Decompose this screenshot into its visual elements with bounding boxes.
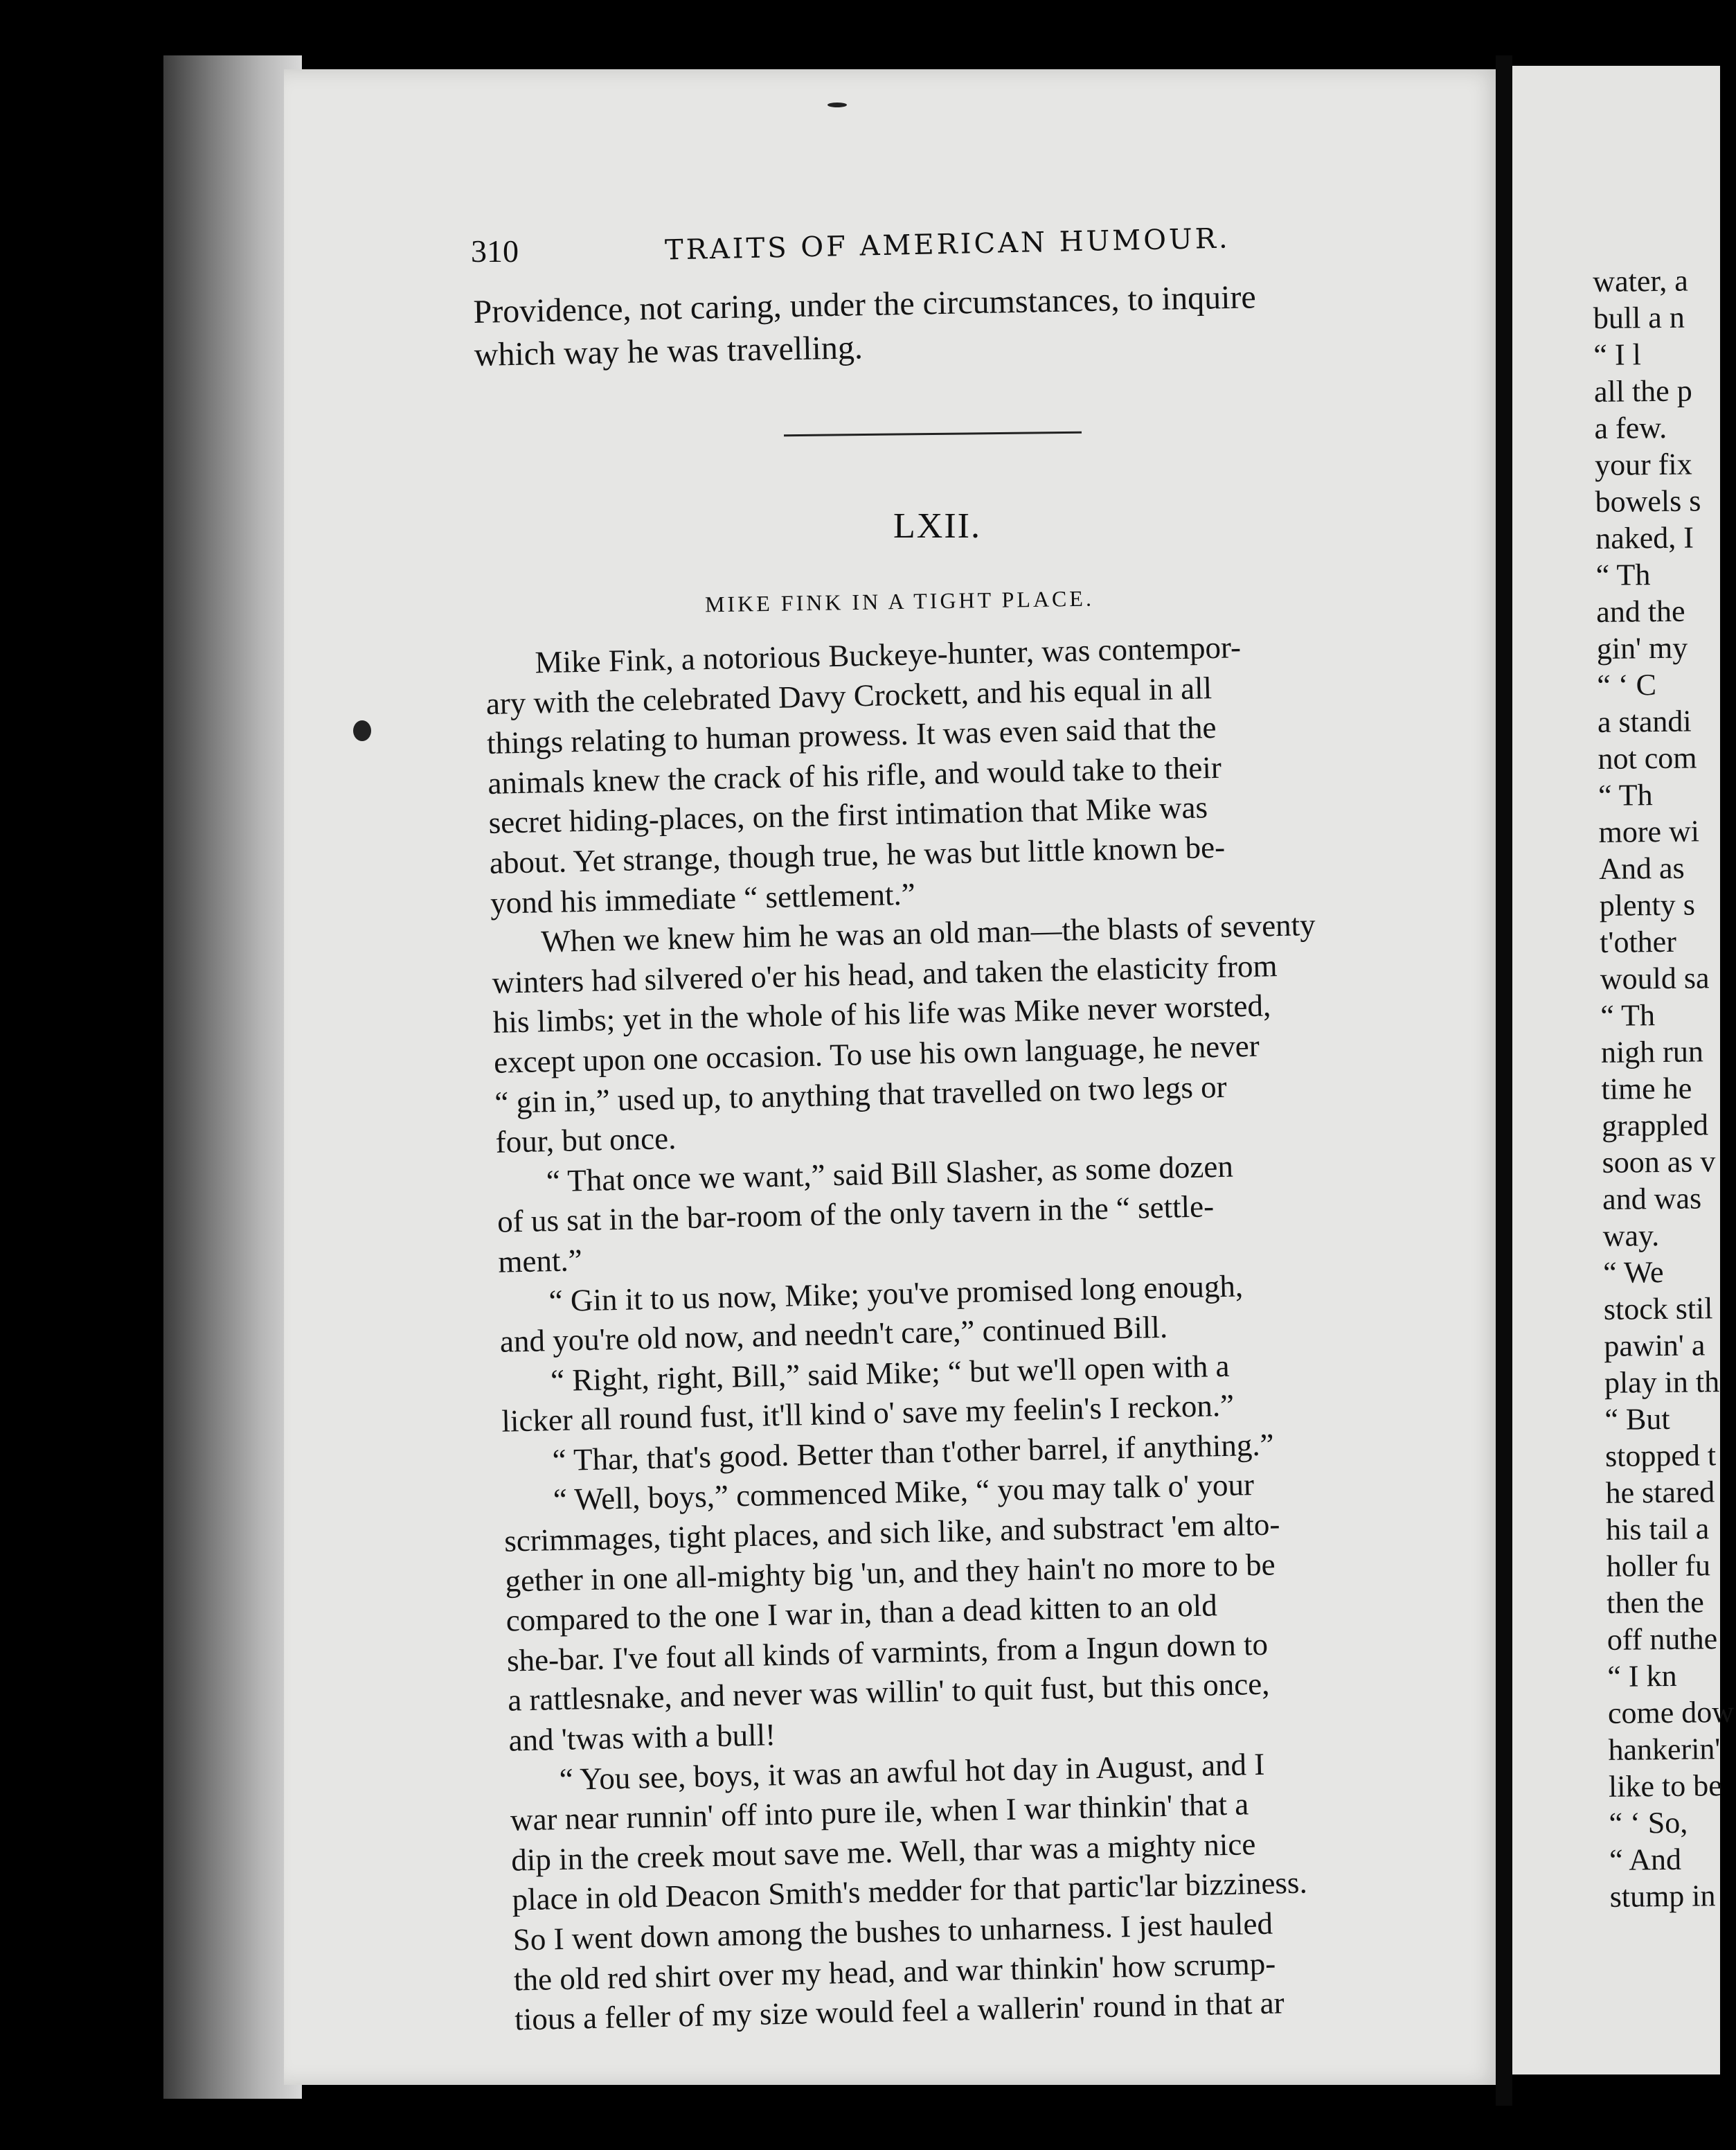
text-line: “ But <box>1604 1401 1670 1437</box>
ink-speck <box>827 103 847 107</box>
text-line: and you're old now, and needn't care,” continued Bill. <box>499 1309 1168 1359</box>
text-line: And as <box>1598 851 1685 886</box>
text-line: more wi <box>1598 814 1700 849</box>
text-line: bowels s <box>1595 483 1701 519</box>
ink-speck <box>353 720 371 741</box>
text-line: “ Right, right, Bill,” said Mike; “ but we'll open with a <box>550 1348 1230 1398</box>
page-number: 310 <box>471 233 519 269</box>
text-line: “ That once we want,” said Bill Slasher, as some dozen <box>546 1148 1234 1198</box>
text-line: except upon one occasion. To use his own language, he never <box>493 1028 1260 1080</box>
text-line: winters had silvered o'er his head, and taken the elasticity from <box>492 948 1278 1000</box>
text-line: “ Th <box>1598 778 1653 812</box>
chapter-body <box>485 623 1471 2040</box>
text-line: four, but once. <box>495 1121 677 1160</box>
text-line: of us sat in the bar-room of the only tavern in the “ settle- <box>496 1189 1215 1240</box>
text-line: like to be <box>1608 1768 1723 1804</box>
text-line: When we knew him he was an old man—the blasts of seventy <box>540 907 1316 959</box>
text-line: t'other <box>1600 924 1677 959</box>
text-line: “ And <box>1609 1842 1682 1877</box>
text-line: grappled <box>1601 1108 1709 1143</box>
text-line: “ Th <box>1595 558 1651 592</box>
text-line: the old red shirt over my head, and war thinkin' how scrump- <box>513 1946 1276 1998</box>
book-gutter <box>1496 55 1512 2106</box>
text-line: ment.” <box>497 1243 583 1279</box>
opening-paragraph <box>473 273 1395 377</box>
text-line: hankerin' <box>1608 1732 1721 1767</box>
text-line: his tail a <box>1605 1511 1710 1547</box>
text-line: water, a <box>1593 263 1689 299</box>
text-line: place in old Deacon Smith's medder for that partic'lar bizziness. <box>512 1865 1308 1917</box>
text-line: Providence, not caring, under the circumstances, to inquire <box>473 278 1257 330</box>
text-line: tious a feller of my size would feel a wallerin' round in that ar <box>514 1985 1285 2037</box>
text-line: scrimmages, tight places, and sich like, and substract 'em alto- <box>503 1507 1280 1558</box>
text-line: stock stil <box>1603 1291 1713 1326</box>
text-line: would sa <box>1600 961 1710 996</box>
page-edge-stack <box>163 55 302 2099</box>
text-line: ary with the celebrated Davy Crockett, and his equal in all <box>485 670 1212 721</box>
text-line: licker all round fust, it'll kind o' save my feelin's I reckon.” <box>501 1387 1235 1439</box>
text-line: “ We <box>1603 1255 1664 1290</box>
text-line: off nuthe <box>1607 1622 1718 1657</box>
chapter-title: MIKE FINK IN A TIGHT PLACE. <box>704 585 1095 617</box>
text-line: “ I kn <box>1607 1658 1677 1694</box>
text-line: “ I l <box>1593 337 1642 372</box>
text-line: gether in one all-mighty big 'un, and they hain't no more to be <box>504 1547 1276 1599</box>
text-line: compared to the one I war in, than a dead kitten to an old <box>505 1588 1218 1638</box>
text-line: play in th <box>1604 1365 1720 1400</box>
text-line: naked, I <box>1595 520 1694 556</box>
text-line: your fix <box>1594 447 1692 482</box>
text-line: So I went down among the bushes to unharness. I jest hauled <box>512 1905 1273 1957</box>
text-line: gin' my <box>1596 630 1688 666</box>
text-line: a few. <box>1594 410 1667 445</box>
text-line: “ ‘ So, <box>1609 1805 1688 1840</box>
text-line: which way he was travelling. <box>474 329 863 373</box>
text-line: “ gin in,” used up, to anything that travelled on two legs or <box>494 1069 1228 1120</box>
text-line: and was <box>1602 1181 1702 1216</box>
running-head: TRAITS OF AMERICAN HUMOUR. <box>664 222 1231 267</box>
text-line: “ Gin it to us now, Mike; you've promised long enough, <box>548 1268 1244 1318</box>
text-line: his limbs; yet in the whole of his life was Mike never worsted, <box>492 988 1271 1040</box>
text-line: “ You see, boys, it was an awful hot day in August, and I <box>559 1746 1265 1797</box>
text-line: he stared <box>1605 1475 1715 1510</box>
text-line: nigh run <box>1600 1034 1704 1069</box>
text-line: “ Well, boys,” commenced Mike, “ you may talk o' your <box>553 1467 1255 1518</box>
text-line: come dow <box>1607 1694 1735 1730</box>
text-line: Mike Fink, a notorious Buckeye-hunter, was contempor- <box>535 630 1242 680</box>
text-line: plenty s <box>1599 887 1696 923</box>
text-line: pawin' a <box>1604 1328 1706 1363</box>
text-line: a standi <box>1597 704 1692 739</box>
text-line: not com <box>1598 740 1697 776</box>
text-line: about. Yet strange, though true, he was but little known be- <box>489 829 1226 880</box>
text-line: things relating to human prowess. It was even said that the <box>486 710 1217 761</box>
text-line: way. <box>1602 1218 1660 1253</box>
text-line: and the <box>1596 594 1685 629</box>
text-line: dip in the creek mout save me. Well, thar was a mighty nice <box>510 1826 1256 1878</box>
text-line: “ Thar, that's good. Better than t'other barrel, if anything.” <box>552 1427 1275 1478</box>
text-line: time he <box>1601 1071 1692 1106</box>
text-line: “ ‘ C <box>1597 668 1657 702</box>
chapter-number: LXII. <box>893 506 981 546</box>
text-line: stopped t <box>1604 1438 1717 1473</box>
text-line: secret hiding-places, on the first intimation that Mike was <box>488 790 1208 841</box>
text-line: war near runnin' off into pure ile, when I war thinkin' that a <box>510 1786 1249 1838</box>
text-line: yond his immediate “ settlement.” <box>490 876 916 921</box>
text-line: then the <box>1607 1585 1705 1620</box>
text-line: all the p <box>1593 373 1692 409</box>
text-line: holler fu <box>1606 1548 1711 1583</box>
text-line: stump in <box>1609 1878 1716 1914</box>
text-line: bull a n <box>1593 300 1685 335</box>
text-line: she-bar. I've fout all kinds of varmints, from a Ingun down to <box>506 1626 1269 1678</box>
right-page-text <box>1593 262 1736 1915</box>
text-line: “ Th <box>1600 998 1656 1033</box>
text-line: and 'twas with a bull! <box>508 1717 776 1758</box>
text-line: a rattlesnake, and never was willin' to quit fust, but this once, <box>507 1667 1270 1718</box>
text-line: animals knew the crack of his rifle, and would take to their <box>487 749 1222 801</box>
text-line: soon as v <box>1602 1144 1716 1180</box>
